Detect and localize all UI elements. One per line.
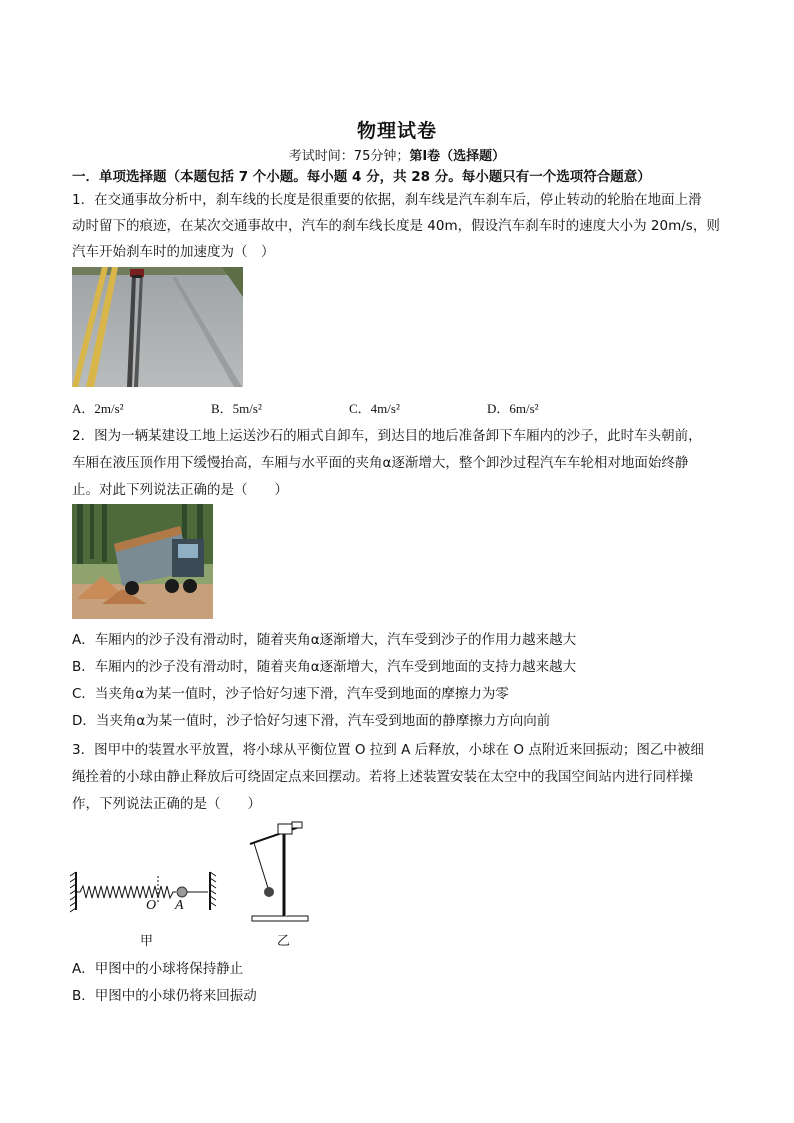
section-heading: 一．单项选择题（本题包括 7 个小题。每小题 4 分，共 28 分。每小题只有一个选项符合题意）	[72, 169, 651, 185]
q1-option-a: A．2m/s²	[72, 401, 124, 416]
label-jia: 甲	[140, 934, 154, 949]
q1-line-3: 汽车开始刹车时的加速度为（ ）	[72, 244, 275, 260]
q2-line-2: 车厢在液压顶作用下缓慢抬高，车厢与水平面的夹角α逐渐增大，整个卸沙过程汽车车轮相对地面始终静	[72, 455, 689, 471]
page-title: 物理试卷	[356, 120, 437, 142]
q1-option-d: D．6m/s²	[487, 401, 539, 416]
dump-truck-photo	[72, 504, 213, 619]
q3-line-2: 绳拴着的小球由静止释放后可绕固定点来回摆动。若将上述装置安装在太空中的我国空间站内进行同样操	[72, 769, 693, 785]
q1-option-b: B．5m/s²	[211, 401, 262, 416]
label-yi: 乙	[277, 934, 291, 949]
q3-line-3: 作，下列说法正确的是（ ）	[72, 796, 261, 812]
label-a: A	[175, 898, 184, 913]
q2-line-3: 止。对此下列说法正确的是（ ）	[72, 482, 288, 498]
q1-line-1: 1．在交通事故分析中，刹车线的长度是很重要的依据，刹车线是汽车刹车后，停止转动的轮胎在地面上滑	[72, 192, 702, 208]
volume-label: 第Ⅰ卷（选择题）	[409, 149, 506, 164]
exam-info	[0, 145, 794, 164]
exam-time: 考试时间：75分钟；	[288, 149, 410, 164]
spring-oscillator-figure	[70, 862, 220, 922]
q1-line-2: 动时留下的痕迹，在某次交通事故中，汽车的刹车线长度是 40m，假设汽车刹车时的速度大小为 20m/s，则	[72, 218, 720, 234]
q3-option-a: A．甲图中的小球将保持静止	[72, 961, 244, 977]
q2-option-a: A．车厢内的沙子没有滑动时，随着夹角α逐渐增大，汽车受到沙子的作用力越来越大	[72, 632, 577, 648]
q3-line-1: 3．图甲中的装置水平放置，将小球从平衡位置 O 拉到 A 后释放，小球在 O 点附近来回振动；图乙中被细	[72, 742, 704, 758]
q2-option-b: B．车厢内的沙子没有滑动时，随着夹角α逐渐增大，汽车受到地面的支持力越来越大	[72, 659, 577, 675]
label-o: O	[146, 898, 157, 913]
q1-option-c: C．4m/s²	[349, 401, 400, 416]
road-skid-photo	[72, 267, 243, 387]
q2-option-c: C．当夹角α为某一值时，沙子恰好匀速下滑，汽车受到地面的摩擦力为零	[72, 686, 509, 702]
q3-option-b: B．甲图中的小球仍将来回振动	[72, 988, 257, 1004]
q2-option-d: D．当夹角α为某一值时，沙子恰好匀速下滑，汽车受到地面的静摩擦力方向向前	[72, 713, 551, 729]
pendulum-figure	[240, 816, 340, 928]
q2-line-1: 2．图为一辆某建设工地上运送沙石的厢式自卸车，到达目的地后准备卸下车厢内的沙子，此时车头朝前，	[72, 428, 702, 444]
